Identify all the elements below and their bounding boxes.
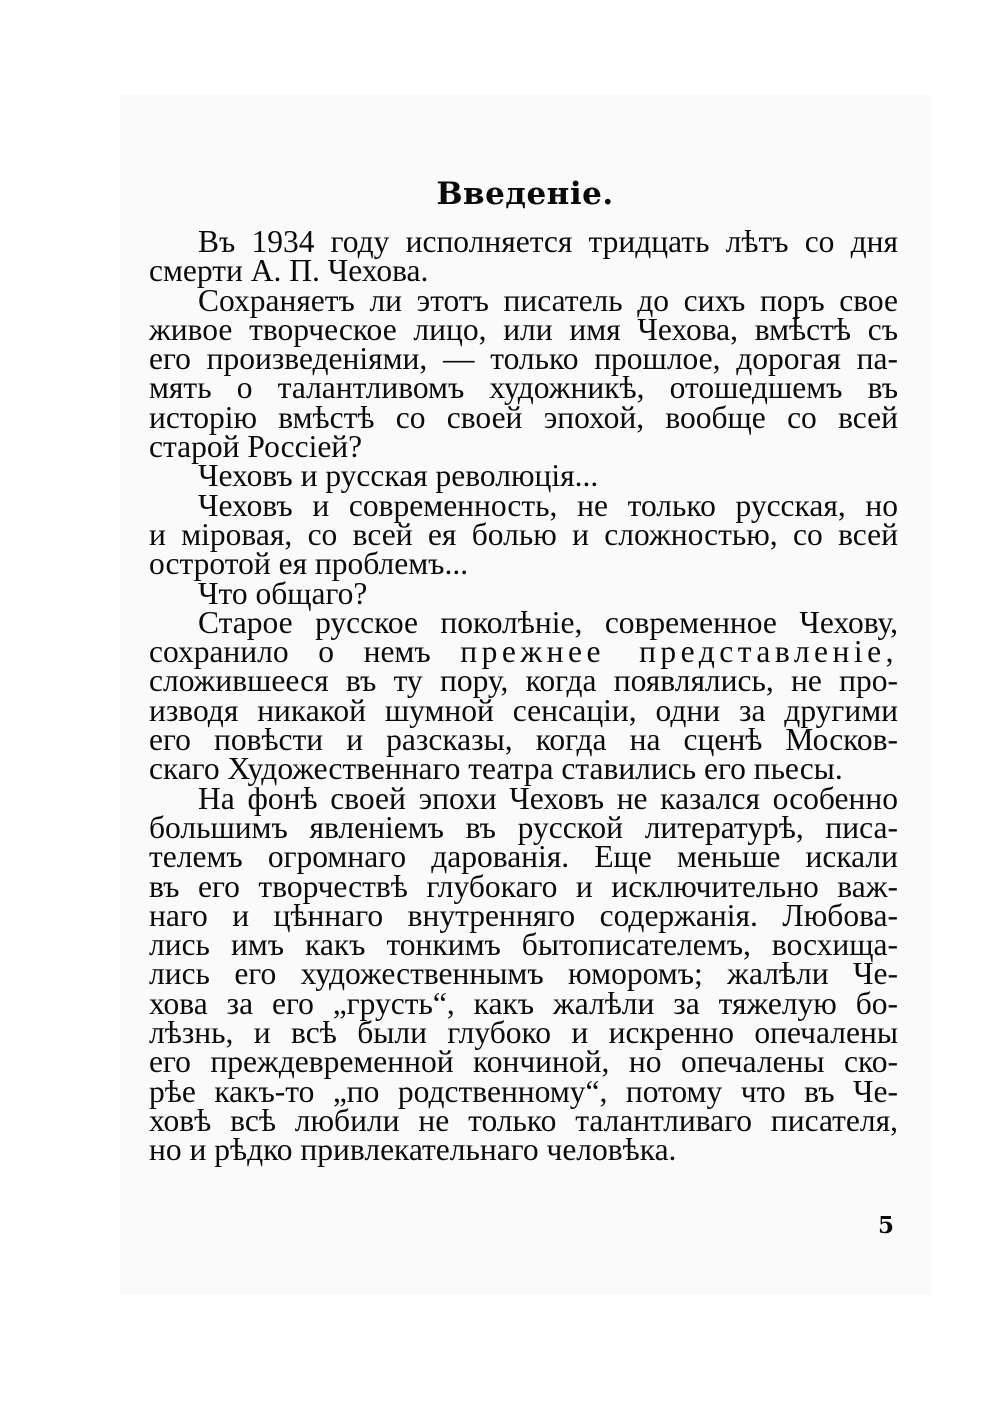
text-line: рѣе какъ-то „по родственному“, потому что въ Че- <box>149 1073 898 1109</box>
text-line: На фонѣ своей эпохи Чеховъ не казался особенно <box>198 780 898 816</box>
text-line: Сохраняетъ ли этотъ писатель до сихъ поръ свое <box>198 282 898 318</box>
text-line: скаго Художественнаго театра ставились его пьесы. <box>149 751 843 787</box>
text-line: лѣзнь, и всѣ были глубоко и искренно опечалены <box>149 1015 898 1051</box>
text-line: въ его творчествѣ глубокаго и исключительно важ- <box>149 868 898 904</box>
text-line: исторію вмѣстѣ со своей эпохой, вообще со всей <box>149 399 898 435</box>
text-line: большимъ явленіемъ въ русской литературѣ, писа- <box>149 809 898 845</box>
text-line: хова за его „грусть“, какъ жалѣли за тяжелую бо- <box>149 985 898 1021</box>
text-line: остротой ея проблемъ... <box>149 546 469 582</box>
text-line: лись имъ какъ тонкимъ бытописателемъ, восхища- <box>149 927 898 963</box>
text-line: мять о талантливомъ художникѣ, отошедшемъ въ <box>149 370 898 406</box>
text-line: его произведеніями, — только прошлое, дорогая па- <box>149 341 898 377</box>
text-line: Чеховъ и современность, не только русская, но <box>198 487 898 523</box>
text-segment: сохранило о немъ <box>149 634 431 670</box>
text-line: живое творческое лицо, или имя Чехова, вмѣстѣ съ <box>149 311 898 347</box>
page-title: Введеніе. <box>436 176 614 212</box>
text-line: его повѣсти и разсказы, когда на сценѣ Москов- <box>149 722 898 758</box>
text-line: смерти А. П. Чехова. <box>149 253 429 289</box>
text-line: его преждевременной кончиной, но опечалены ско- <box>149 1044 898 1080</box>
text-line: лись его художественнымъ юморомъ; жалѣли Че- <box>149 956 898 992</box>
page-number: 5 <box>878 1212 895 1239</box>
text-line: Старое русское поколѣніе, современное Чехову, <box>198 604 898 640</box>
text-line: изводя никакой шумной сенсаціи, одни за другими <box>149 692 898 728</box>
text-line <box>149 634 899 670</box>
text-line: Чеховъ и русская революція... <box>198 458 599 494</box>
text-line: старой Россіей? <box>149 429 363 465</box>
text-line: Что общаго? <box>198 575 368 611</box>
text-line: наго и цѣннаго внутренняго содержанія. Любова- <box>149 897 898 933</box>
body-text <box>149 224 899 1168</box>
emphasized-text: прежнее представленіе, <box>460 634 899 670</box>
text-line: ховѣ всѣ любили не только талантливаго писателя, <box>149 1102 898 1138</box>
text-line: Въ 1934 году исполняется тридцать лѣтъ со дня <box>198 224 898 259</box>
text-line: телемъ огромнаго дарованія. Еще меньше искали <box>149 839 898 875</box>
text-line: и міровая, со всей ея болью и сложностью, со всей <box>149 516 898 552</box>
text-line: но и рѣдко привлекательнаго человѣка. <box>149 1132 677 1168</box>
text-line: сложившееся въ ту пору, когда появлялись, не про- <box>149 663 898 699</box>
